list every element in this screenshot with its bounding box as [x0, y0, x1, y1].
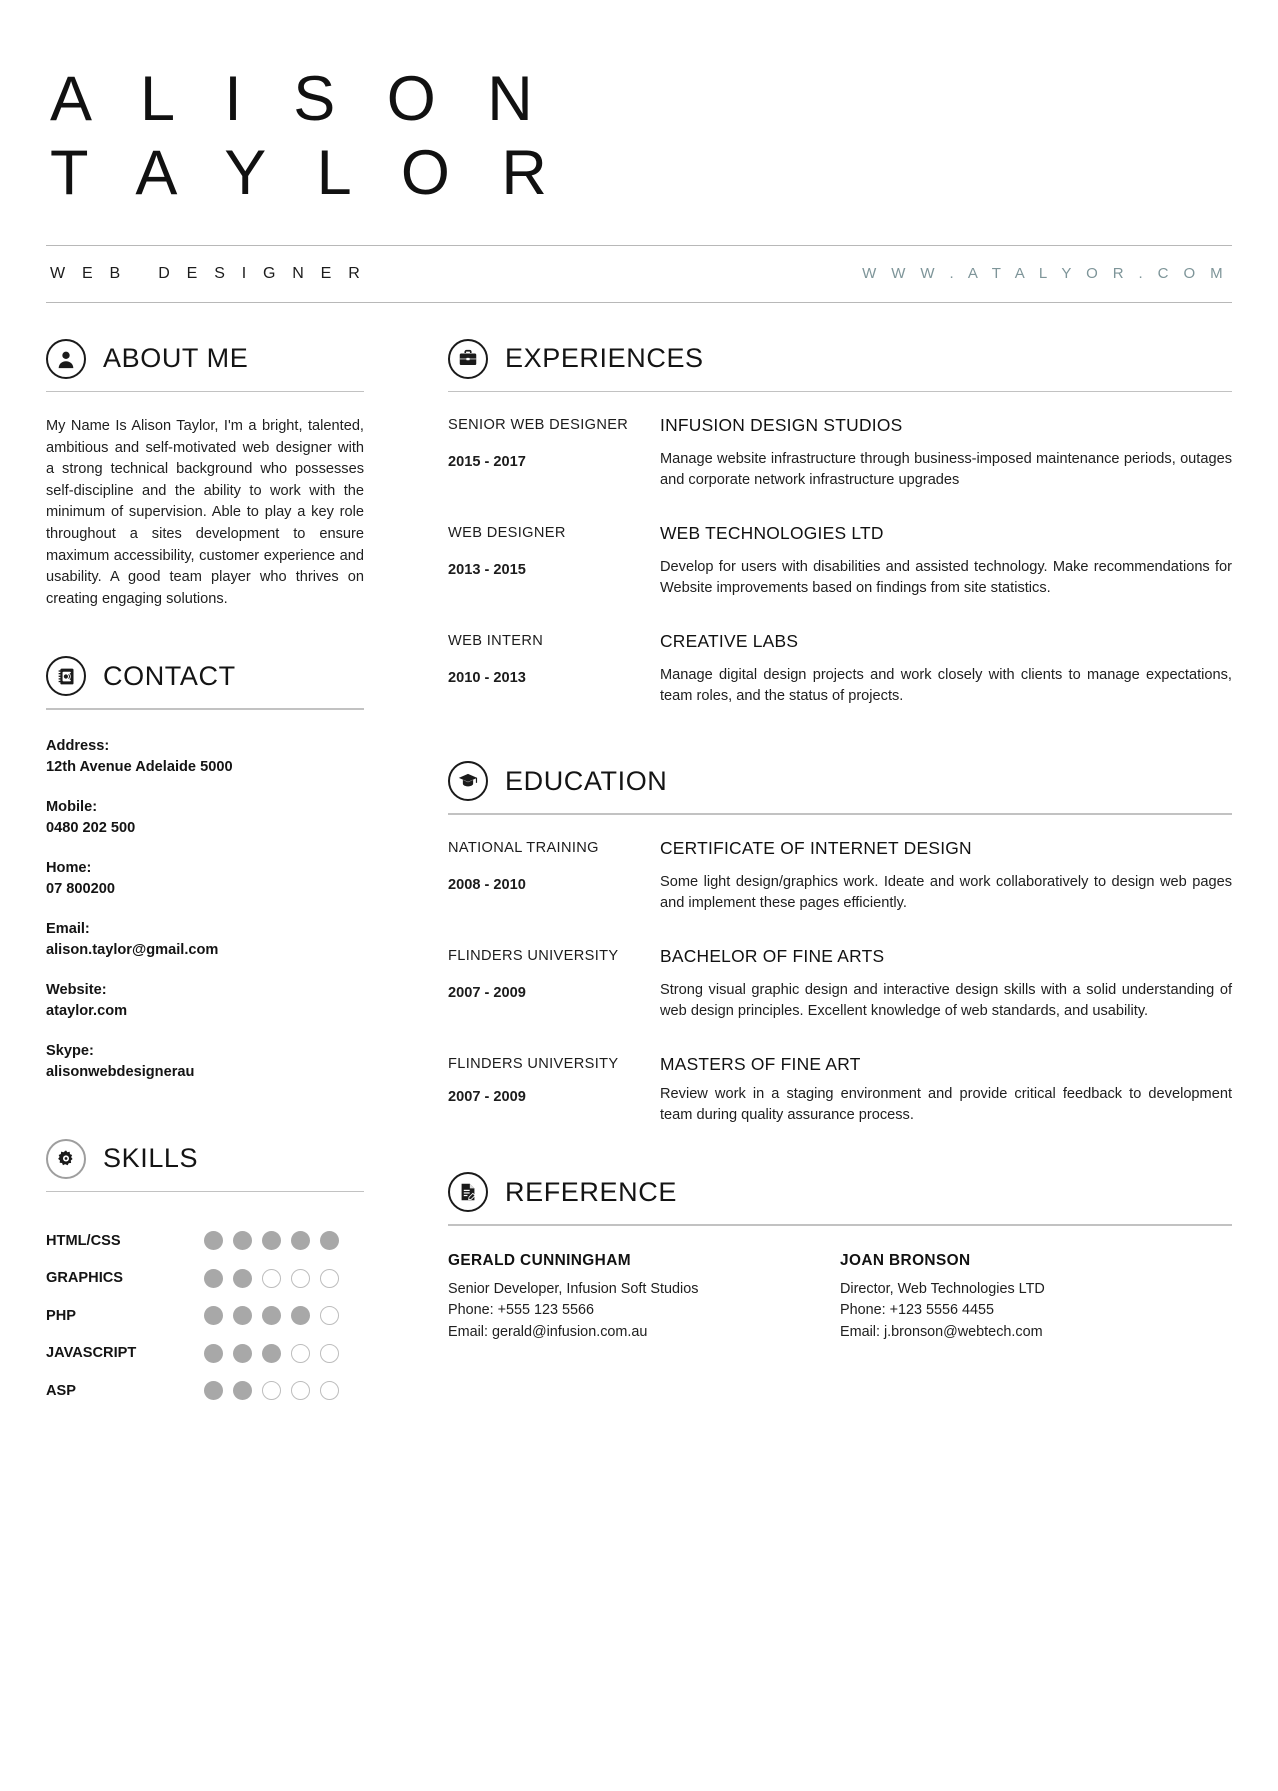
education-title: EDUCATION [505, 765, 668, 796]
education-description: Review work in a staging environment and provide critical feedback to development team during quality assurance process. [660, 1085, 1232, 1123]
rating-dot [320, 1306, 339, 1325]
experience-entry [448, 522, 1232, 600]
contact-list [46, 736, 364, 1083]
contact-item-email [46, 919, 364, 961]
contact-label: Mobile: [46, 798, 98, 815]
contact-item-address [46, 736, 364, 778]
education-years: 2007 - 2009 [448, 1088, 526, 1105]
rating-dot [204, 1231, 223, 1250]
skill-row [46, 1222, 364, 1260]
rating-dot [262, 1344, 281, 1363]
sidebar-column [46, 339, 364, 1410]
rating-dot [204, 1269, 223, 1288]
education-school: NATIONAL TRAINING [448, 839, 599, 856]
gear-icon [46, 1139, 86, 1179]
reference-position: Senior Developer, Infusion Soft Studios [448, 1280, 699, 1297]
education-school: FLINDERS UNIVERSITY [448, 947, 619, 964]
about-me-divider [46, 391, 364, 392]
experiences-divider [448, 391, 1232, 392]
contact-item-home [46, 858, 364, 900]
about-me-heading [46, 339, 364, 379]
experience-company: INFUSION DESIGN STUDIOS [660, 415, 903, 436]
rating-dot [204, 1381, 223, 1400]
reference-title: REFERENCE [505, 1176, 677, 1207]
reference-heading [448, 1172, 1232, 1212]
contact-label: Email: [46, 920, 90, 937]
skills-divider [46, 1191, 364, 1192]
skill-row [46, 1297, 364, 1335]
skill-label: JAVASCRIPT [46, 1345, 137, 1362]
experience-company: WEB TECHNOLOGIES LTD [660, 522, 884, 543]
education-entry [448, 837, 1232, 915]
rating-dot [204, 1344, 223, 1363]
reference-divider [448, 1224, 1232, 1225]
section-reference [448, 1172, 1232, 1343]
education-meta [448, 1053, 660, 1127]
experience-entry [448, 630, 1232, 708]
reference-list [448, 1252, 1232, 1344]
rating-dot [262, 1381, 281, 1400]
contact-value: 07 800200 [46, 880, 115, 897]
rating-dot [291, 1231, 310, 1250]
reference-person [448, 1252, 840, 1344]
experiences-list [448, 414, 1232, 707]
rating-dot [262, 1269, 281, 1288]
contact-value: 12th Avenue Adelaide 5000 [46, 758, 233, 775]
contact-value[interactable]: alison.taylor@gmail.com [46, 941, 219, 958]
experience-description: Develop for users with disabilities and assisted technology. Make recommendations for Website improvements based on findings from site statistics. [660, 558, 1232, 597]
header-subtitle-row [46, 246, 1232, 302]
skill-rating-dots [204, 1306, 339, 1325]
rating-dot [262, 1231, 281, 1250]
skill-row [46, 1335, 364, 1373]
section-about-me [46, 339, 364, 611]
experience-meta [448, 630, 660, 708]
rating-dot [233, 1269, 252, 1288]
rating-dot [320, 1381, 339, 1400]
skills-title: SKILLS [103, 1143, 199, 1174]
main-column [364, 339, 1232, 1410]
reference-person [840, 1252, 1232, 1344]
experience-meta [448, 414, 660, 492]
education-body [660, 1053, 1232, 1127]
contact-item-website [46, 980, 364, 1022]
skill-rating-dots [204, 1269, 339, 1288]
section-experiences [448, 339, 1232, 708]
page-title [46, 62, 1232, 211]
contact-title: CONTACT [103, 660, 236, 691]
skill-row [46, 1260, 364, 1298]
skills-list [46, 1222, 364, 1410]
rating-dot [291, 1306, 310, 1325]
contact-label: Skype: [46, 1042, 94, 1059]
skill-rating-dots [204, 1231, 339, 1250]
header [46, 62, 1232, 303]
education-body [660, 837, 1232, 915]
experience-years: 2013 - 2015 [448, 561, 526, 578]
skill-rating-dots [204, 1344, 339, 1363]
rating-dot [233, 1306, 252, 1325]
skills-heading [46, 1139, 364, 1179]
rating-dot [262, 1306, 281, 1325]
about-me-title: ABOUT ME [103, 343, 249, 374]
experiences-heading [448, 339, 1232, 379]
rating-dot [320, 1231, 339, 1250]
reference-name: GERALD CUNNINGHAM [448, 1251, 631, 1269]
skill-rating-dots [204, 1381, 339, 1400]
experiences-title: EXPERIENCES [505, 343, 704, 374]
skill-label: HTML/CSS [46, 1232, 121, 1249]
contact-value: alisonwebdesignerau [46, 1063, 195, 1080]
experience-role: SENIOR WEB DESIGNER [448, 417, 629, 434]
name-line-first: A L I S O N [50, 64, 550, 134]
experience-role: WEB INTERN [448, 632, 544, 649]
experience-entry [448, 414, 1232, 492]
contact-value: 0480 202 500 [46, 819, 136, 836]
rating-dot [320, 1344, 339, 1363]
rating-dot [291, 1269, 310, 1288]
experience-body [660, 522, 1232, 600]
rating-dot [204, 1306, 223, 1325]
contact-book-icon [46, 656, 86, 696]
education-description: Some light design/graphics work. Ideate and work collaboratively to design web pages and implement these pages efficiently. [660, 873, 1232, 912]
content-columns [46, 339, 1232, 1410]
contact-heading [46, 656, 364, 696]
rating-dot [233, 1381, 252, 1400]
education-description: Strong visual graphic design and interactive design skills with a solid understanding of web design principles. Excellent knowledge of web standards, and usability. [660, 981, 1232, 1020]
reference-phone: Phone: +123 5556 4455 [840, 1302, 995, 1319]
job-role: W E B D E S I G N E R [50, 264, 366, 282]
education-list [448, 837, 1232, 1126]
reference-phone: Phone: +555 123 5566 [448, 1302, 595, 1319]
contact-value[interactable]: ataylor.com [46, 1002, 128, 1019]
experience-body [660, 630, 1232, 708]
experience-years: 2010 - 2013 [448, 669, 526, 686]
rating-dot [233, 1344, 252, 1363]
education-years: 2007 - 2009 [448, 984, 526, 1001]
experience-meta [448, 522, 660, 600]
person-icon [46, 339, 86, 379]
education-school: FLINDERS UNIVERSITY [448, 1055, 619, 1072]
section-contact [46, 656, 364, 1082]
contact-divider [46, 708, 364, 709]
about-me-text: My Name Is Alison Taylor, I'm a bright, talented, ambitious and self-motivated web designer with a strong technical background who possesses self-discipline and the ability to work with the minimum of supervision. Able to play a key role throughout a sites development to ensure maximum accessibility, customer experience and usability. A good team player who thrives on creating engaging solutions. [46, 418, 364, 607]
contact-label: Website: [46, 981, 107, 998]
education-meta [448, 945, 660, 1023]
experience-description: Manage website infrastructure through business-imposed maintenance periods, outages and corporate network infrastructure upgrades [660, 451, 1232, 489]
name-line-last: T A Y L O R [50, 138, 564, 209]
education-degree: MASTERS OF FINE ART [660, 1053, 861, 1074]
contact-label: Address: [46, 737, 110, 754]
education-entry [448, 945, 1232, 1023]
skill-row [46, 1372, 364, 1410]
document-edit-icon [448, 1172, 488, 1212]
education-body [660, 945, 1232, 1023]
experience-role: WEB DESIGNER [448, 524, 566, 541]
education-years: 2008 - 2010 [448, 876, 526, 893]
education-entry [448, 1053, 1232, 1127]
header-divider-bottom [46, 302, 1232, 303]
briefcase-icon [448, 339, 488, 379]
education-heading [448, 761, 1232, 801]
experience-body [660, 414, 1232, 492]
skill-label: ASP [46, 1382, 77, 1399]
experience-company: CREATIVE LABS [660, 630, 799, 651]
website-link[interactable]: W W W . A T A L Y O R . C O M [862, 265, 1228, 283]
reference-email[interactable]: Email: gerald@infusion.com.au [448, 1323, 648, 1340]
experience-description: Manage digital design projects and work closely with clients to manage expectations, team roles, and the status of projects. [660, 666, 1232, 705]
rating-dot [320, 1269, 339, 1288]
education-degree: BACHELOR OF FINE ARTS [660, 945, 885, 966]
graduation-cap-icon [448, 761, 488, 801]
reference-position: Director, Web Technologies LTD [840, 1280, 1045, 1297]
education-divider [448, 813, 1232, 814]
section-education [448, 761, 1232, 1126]
contact-label: Home: [46, 859, 92, 876]
reference-name: JOAN BRONSON [840, 1251, 971, 1269]
rating-dot [233, 1231, 252, 1250]
education-meta [448, 837, 660, 915]
skill-label: GRAPHICS [46, 1270, 124, 1287]
skill-label: PHP [46, 1307, 77, 1324]
section-skills [46, 1139, 364, 1410]
contact-item-mobile [46, 797, 364, 839]
experience-years: 2015 - 2017 [448, 454, 526, 471]
rating-dot [291, 1344, 310, 1363]
reference-email[interactable]: Email: j.bronson@webtech.com [840, 1323, 1043, 1340]
education-degree: CERTIFICATE OF INTERNET DESIGN [660, 837, 972, 858]
rating-dot [291, 1381, 310, 1400]
contact-item-skype [46, 1041, 364, 1083]
